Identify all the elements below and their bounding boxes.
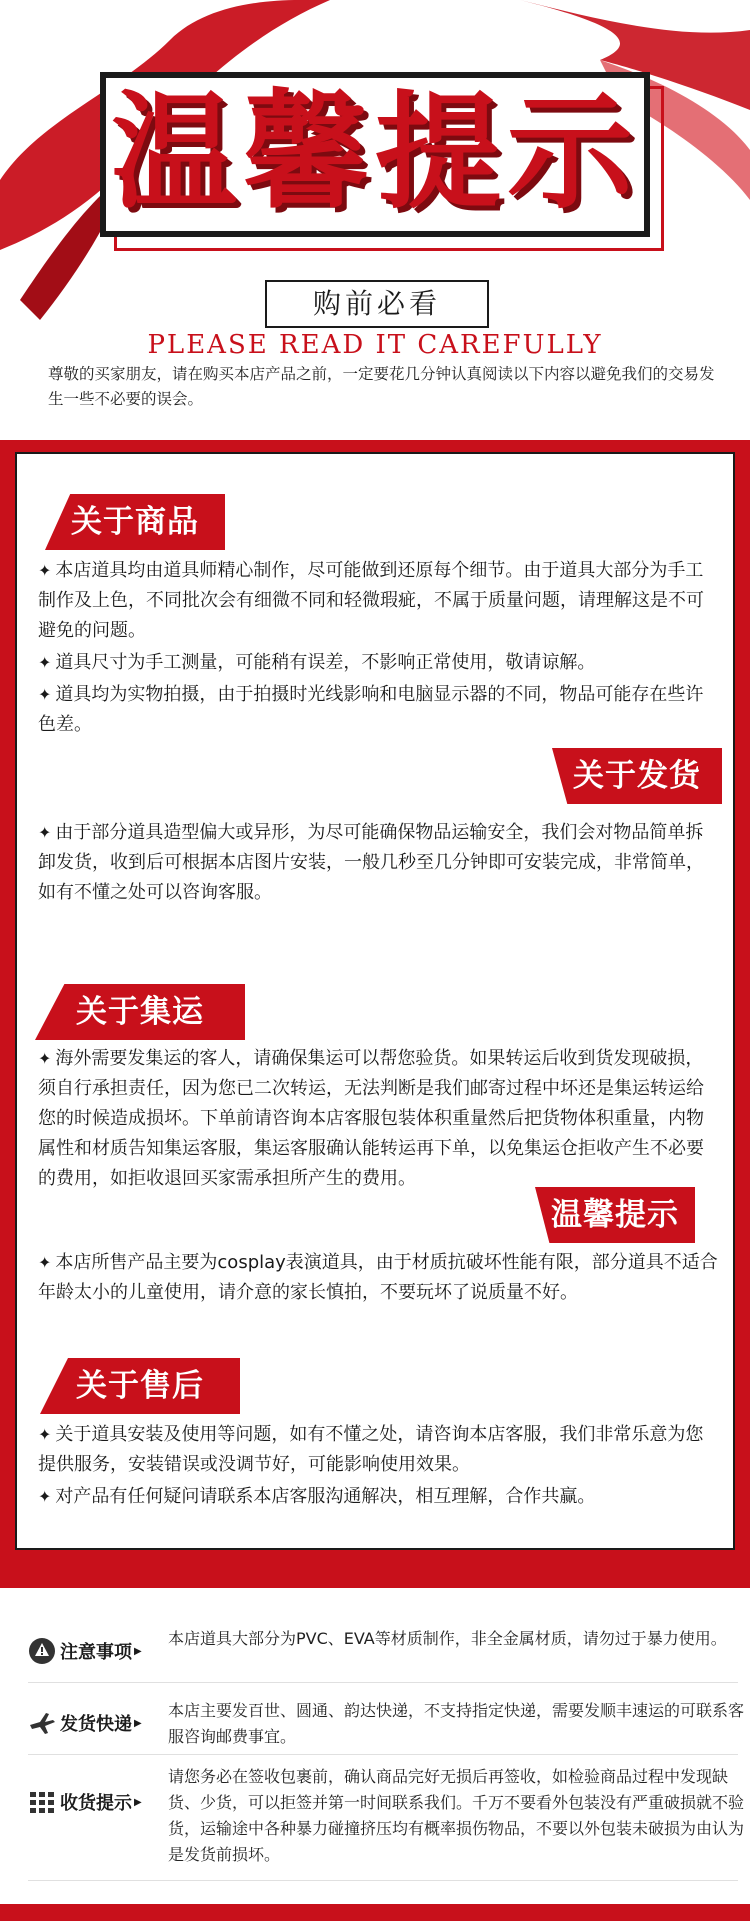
- list-item: ✦ 对产品有任何疑问请联系本店客服沟通解决，相互理解，合作共赢。: [38, 1486, 596, 1507]
- note-label-express: 发货快递: [60, 1714, 132, 1735]
- list-item: ✦ 本店所售产品主要为cosplay表演道具，由于材质抗破坏性能有限，部分道具不适合年龄太小的儿童使用，请介意的家长慎拍，不要玩坏了说质量不好。: [38, 1252, 718, 1303]
- notes-area: [0, 1588, 750, 1921]
- note-label-receipt: 收货提示: [60, 1793, 132, 1814]
- star-icon: ✦: [38, 1049, 52, 1068]
- section-goods-text: [38, 556, 718, 742]
- list-item: ✦ 关于道具安装及使用等问题，如有不懂之处，请咨询本店客服，我们非常乐意为您提供服务，安装错误或没调节好，可能影响使用效果。: [38, 1424, 704, 1475]
- note-row-caution: [28, 1620, 738, 1683]
- star-icon: ✦: [38, 823, 52, 842]
- star-icon: ✦: [38, 685, 52, 704]
- section-tag-consolidation: 关于集运: [35, 984, 245, 1040]
- section-shipping-text: [38, 818, 718, 910]
- english-subtitle: PLEASE READ IT CAREFULLY: [147, 330, 603, 360]
- star-icon: ✦: [38, 1253, 52, 1272]
- arrow-icon: ▶: [134, 1717, 142, 1729]
- note-text-express: 本店主要发百世、圆通、韵达快递，不支持指定快递，需要发顺丰速运的可联系客服咨询邮费事宜。: [168, 1701, 745, 1746]
- star-icon: ✦: [38, 561, 52, 580]
- grid-icon: [28, 1788, 56, 1816]
- bottom-red-bar: [0, 1904, 750, 1921]
- section-tag-shipping: 关于发货: [552, 748, 722, 804]
- note-text-caution: 本店道具大部分为PVC、EVA等材质制作，非全金属材质，请勿过于暴力使用。: [168, 1629, 727, 1648]
- airplane-icon: [28, 1709, 56, 1737]
- arrow-icon: ▶: [134, 1645, 142, 1657]
- section-tips-text: [38, 1248, 718, 1310]
- subtitle-badge: 购前必看: [265, 280, 489, 328]
- page-title: 温馨提示: [111, 79, 639, 226]
- list-item: ✦ 道具均为实物拍摄，由于拍摄时光线影响和电脑显示器的不同，物品可能存在些许色差。: [38, 684, 704, 735]
- warning-icon: [28, 1637, 56, 1665]
- section-tag-aftersale: 关于售后: [40, 1358, 240, 1414]
- list-item: ✦ 海外需要发集运的客人，请确保集运可以帮您验货。如果转运后收到货发现破损，须自行承担责任，因为您已二次转运，无法判断是我们邮寄过程中坏还是集运转运给您的时候造成损坏。下单前请咨询本店客服包装体积重量然后把货物体积重量，内物属性和材质告知集运客服，集运客服确认能转运再下单，以免集运仓拒收产生不必要的费用，如拒收退回买家需承担所产生的费用。: [38, 1048, 704, 1189]
- section-tag-tips: 温馨提示: [535, 1187, 695, 1243]
- section-consolidation-text: [38, 1044, 718, 1196]
- list-item: ✦ 由于部分道具造型偏大或异形，为尽可能确保物品运输安全，我们会对物品简单拆卸发货，收到后可根据本店图片安装，一般几秒至几分钟即可安装完成，非常简单，如有不懂之处可以咨询客服。: [38, 822, 704, 903]
- section-tag-goods: 关于商品: [45, 494, 225, 550]
- note-label-caution: 注意事项: [60, 1642, 132, 1663]
- star-icon: ✦: [38, 1487, 52, 1506]
- star-icon: ✦: [38, 1425, 52, 1444]
- intro-text: 尊敬的买家朋友，请在购买本店产品之前，一定要花几分钟认真阅读以下内容以避免我们的交易发生一些不必要的误会。: [48, 365, 715, 408]
- note-text-receipt: 请您务必在签收包裹前，确认商品完好无损后再签收，如检验商品过程中发现缺货、少货，可以拒签并第一时间联系我们。千万不要看外包装没有严重破损就不验货，运输途中各种暴力碰撞挤压均有概率损伤物品，不要以外包装未破损为由认为是发货前损坏。: [168, 1767, 745, 1864]
- list-item: ✦ 道具尺寸为手工测量，可能稍有误差，不影响正常使用，敬请谅解。: [38, 652, 596, 673]
- arrow-icon: ▶: [134, 1796, 142, 1808]
- note-row-express: [28, 1692, 745, 1755]
- list-item: ✦ 本店道具均由道具师精心制作，尽可能做到还原每个细节。由于道具大部分为手工制作及上色，不同批次会有细微不同和轻微瑕疵，不属于质量问题，请理解这是不可避免的问题。: [38, 560, 704, 641]
- star-icon: ✦: [38, 653, 52, 672]
- note-row-receipt: [28, 1762, 745, 1881]
- section-aftersale-text: [38, 1420, 718, 1514]
